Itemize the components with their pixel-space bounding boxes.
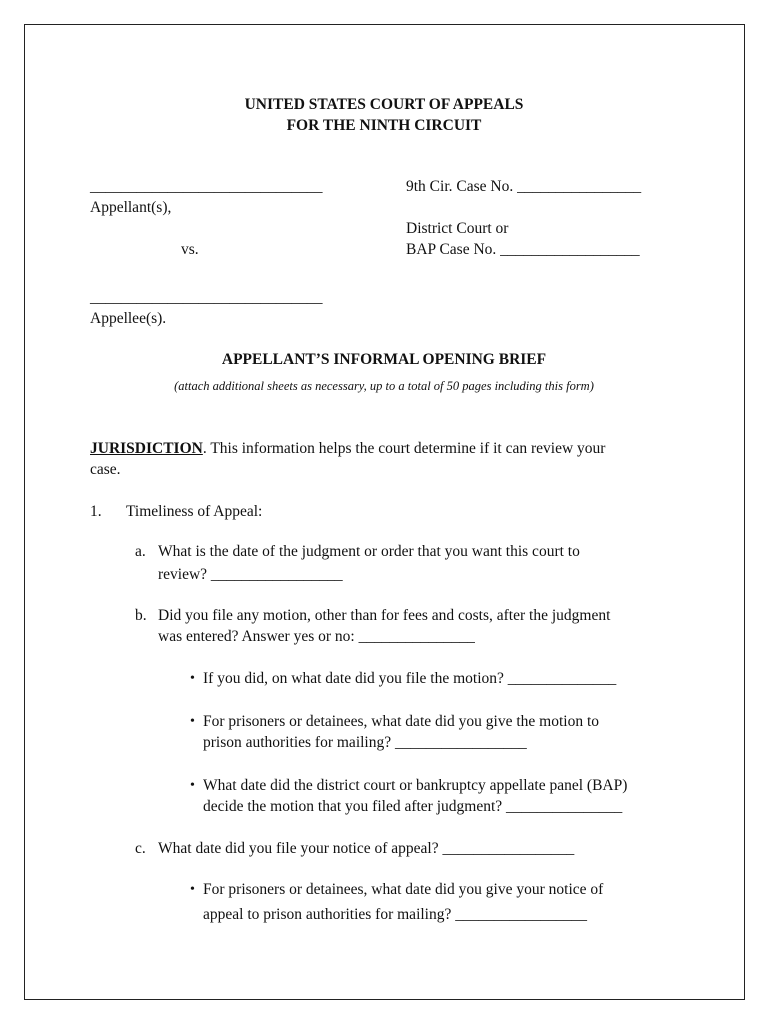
jurisdiction-heading: JURISDICTION xyxy=(90,440,203,457)
brief-title: APPELLANT’S INFORMAL OPENING BRIEF xyxy=(221,351,547,368)
judgment-date-field[interactable]: review? _________________ xyxy=(158,566,343,583)
prisoner-notice-question: For prisoners or detainees, what date did you give your notice of xyxy=(203,881,604,898)
bullet-icon: • xyxy=(190,778,195,793)
ninth-cir-case-number-field[interactable]: 9th Cir. Case No. ________________ xyxy=(406,178,642,195)
motion-yes-no-field[interactable]: was entered? Answer yes or no: _______________ xyxy=(158,628,475,645)
bullet-icon: • xyxy=(190,671,195,686)
district-court-label: District Court or xyxy=(406,220,509,237)
item-b-label: b. xyxy=(135,607,147,624)
bullet-icon: • xyxy=(190,882,195,897)
section-title: Timeliness of Appeal: xyxy=(126,503,263,520)
circuit-name: FOR THE NINTH CIRCUIT xyxy=(286,117,482,134)
decision-date-field[interactable]: decide the motion that you filed after judgment? _______________ xyxy=(203,798,623,815)
appellee-name-field[interactable]: ______________________________ xyxy=(90,289,323,306)
motion-date-field[interactable]: If you did, on what date did you file the motion? ______________ xyxy=(203,670,617,687)
prisoner-notice-date-field[interactable]: appeal to prison authorities for mailing? _________________ xyxy=(203,906,587,923)
jurisdiction-text: . This information helps the court determine if it can review your xyxy=(202,440,606,457)
appellee-label: Appellee(s). xyxy=(90,310,167,327)
appellant-name-field[interactable]: ______________________________ xyxy=(90,178,323,195)
item-b-question: Did you file any motion, other than for fees and costs, after the judgment xyxy=(158,607,611,624)
bap-case-number-field[interactable]: BAP Case No. __________________ xyxy=(406,241,640,258)
item-a-label: a. xyxy=(135,543,146,560)
section-number: 1. xyxy=(90,503,102,520)
appellant-label: Appellant(s), xyxy=(90,199,172,216)
item-c-label: c. xyxy=(135,840,146,857)
district-decision-question: What date did the district court or bankruptcy appellate panel (BAP) xyxy=(203,777,628,794)
jurisdiction-paragraph xyxy=(90,441,605,457)
versus-label: vs. xyxy=(181,241,199,258)
prisoner-motion-question: For prisoners or detainees, what date did you give the motion to xyxy=(203,713,600,730)
bullet-icon: • xyxy=(190,714,195,729)
jurisdiction-text-cont: case. xyxy=(90,461,121,478)
brief-subtitle: (attach additional sheets as necessary, up to a total of 50 pages including this form) xyxy=(174,379,594,393)
court-name: UNITED STATES COURT OF APPEALS xyxy=(244,96,524,113)
notice-of-appeal-date-field[interactable]: What date did you file your notice of appeal? _________________ xyxy=(158,840,575,857)
prisoner-motion-date-field[interactable]: prison authorities for mailing? _________________ xyxy=(203,734,527,751)
item-a-question: What is the date of the judgment or order that you want this court to xyxy=(158,543,580,560)
